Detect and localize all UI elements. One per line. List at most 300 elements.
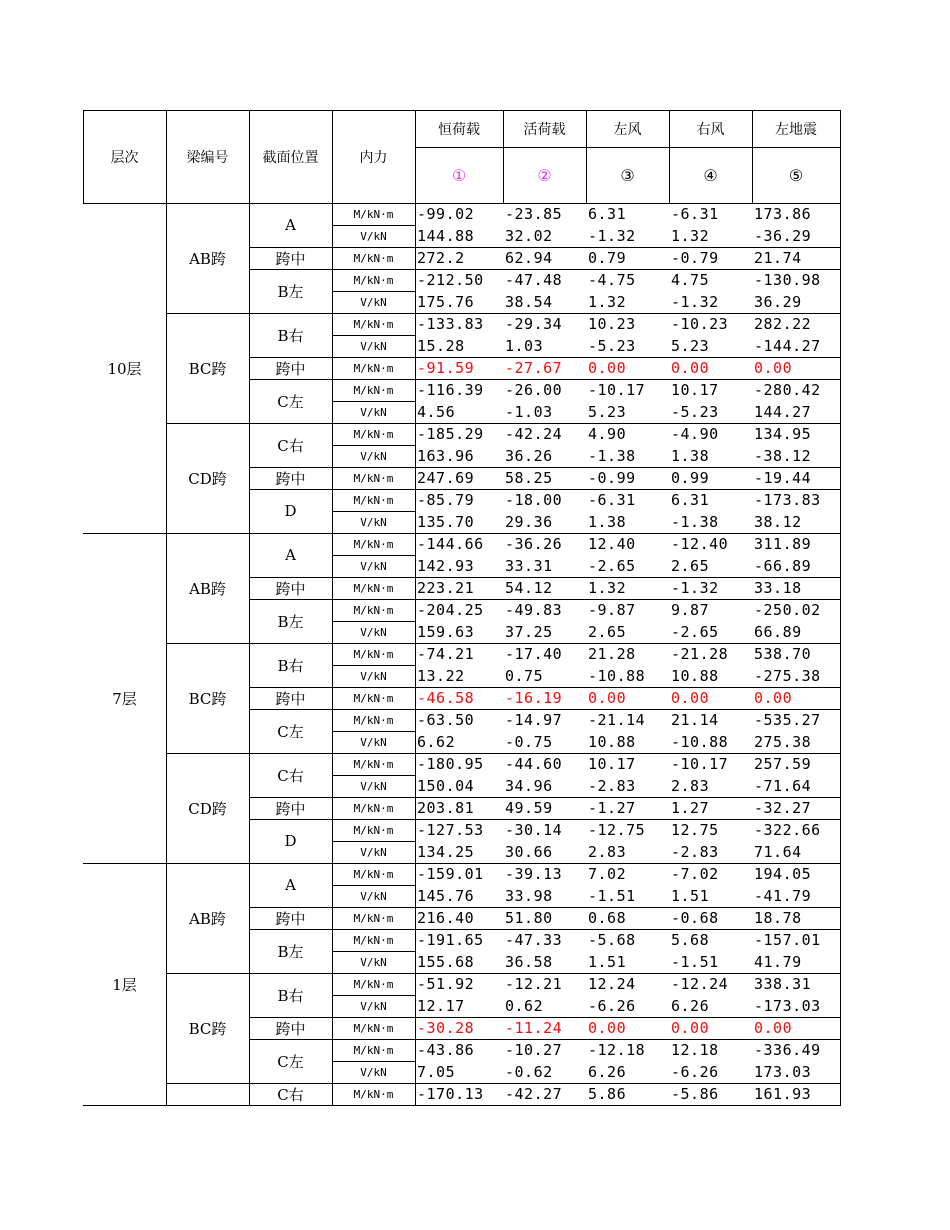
- section-position: 跨中: [275, 579, 306, 598]
- value-cell: 38.54: [505, 293, 553, 311]
- unit-moment: M/kN·m: [353, 493, 394, 507]
- value-cell: 30.66: [505, 843, 553, 861]
- value-cell: -144.27: [754, 337, 821, 355]
- unit-moment: M/kN·m: [353, 757, 394, 771]
- unit-moment: M/kN·m: [353, 537, 394, 551]
- value-cell: 21.14: [671, 711, 719, 729]
- value-cell: -26.00: [505, 381, 563, 399]
- value-cell: 5.68: [671, 931, 710, 949]
- value-cell: 6.31: [671, 491, 710, 509]
- unit-moment: M/kN·m: [353, 647, 394, 661]
- value-cell: 5.23: [671, 337, 710, 355]
- value-cell: 10.17: [671, 381, 719, 399]
- grid-line-h: [166, 1105, 250, 1106]
- value-cell: -144.66: [417, 535, 484, 553]
- grid-line-v: [166, 110, 167, 203]
- value-cell: -0.68: [671, 909, 719, 927]
- unit-moment: M/kN·m: [353, 383, 394, 397]
- beam-id: BC跨: [188, 1019, 227, 1038]
- value-cell: -16.19: [505, 689, 563, 707]
- value-cell: 134.95: [754, 425, 812, 443]
- value-cell: 29.36: [505, 513, 553, 531]
- value-cell: -42.27: [505, 1085, 563, 1103]
- value-cell: 282.22: [754, 315, 812, 333]
- value-cell: -212.50: [417, 271, 484, 289]
- value-cell: -130.98: [754, 271, 821, 289]
- value-cell: 2.65: [588, 623, 627, 641]
- grid-line-v: [752, 110, 753, 203]
- value-cell: -170.13: [417, 1085, 484, 1103]
- value-cell: -10.27: [505, 1041, 563, 1059]
- value-cell: 13.22: [417, 667, 465, 685]
- grid-line-h: [415, 147, 841, 148]
- value-cell: 38.12: [754, 513, 802, 531]
- beam-id: [166, 1083, 249, 1105]
- value-cell: -4.90: [671, 425, 719, 443]
- header-number-1: ①: [451, 165, 467, 185]
- beam-id: AB跨: [189, 249, 226, 268]
- value-cell: -1.51: [588, 887, 636, 905]
- value-cell: -47.48: [505, 271, 563, 289]
- value-cell: 175.76: [417, 293, 475, 311]
- value-cell: -21.14: [588, 711, 646, 729]
- value-cell: 1.27: [671, 799, 710, 817]
- value-cell: -2.65: [671, 623, 719, 641]
- value-cell: -250.02: [754, 601, 821, 619]
- unit-moment: M/kN·m: [353, 427, 394, 441]
- section-position: 跨中: [275, 799, 306, 818]
- value-cell: 49.59: [505, 799, 553, 817]
- value-cell: -66.89: [754, 557, 812, 575]
- value-cell: -2.83: [588, 777, 636, 795]
- section-position: C右: [277, 766, 304, 785]
- value-cell: 0.75: [505, 667, 544, 685]
- beam-id: AB跨: [189, 579, 226, 598]
- value-cell: 173.86: [754, 205, 812, 223]
- value-cell: -173.83: [754, 491, 821, 509]
- value-cell: -6.31: [671, 205, 719, 223]
- value-cell: 6.26: [671, 997, 710, 1015]
- value-cell: -27.67: [505, 359, 563, 377]
- header-load-5: 左地震: [775, 121, 817, 138]
- value-cell: -1.51: [671, 953, 719, 971]
- grid-line-v: [83, 110, 84, 203]
- unit-moment: M/kN·m: [353, 933, 394, 947]
- unit-shear: V/kN: [360, 735, 387, 749]
- value-cell: -36.26: [505, 535, 563, 553]
- value-cell: -4.75: [588, 271, 636, 289]
- value-cell: 1.51: [671, 887, 710, 905]
- value-cell: 66.89: [754, 623, 802, 641]
- value-cell: 5.86: [588, 1085, 627, 1103]
- value-cell: 7.05: [417, 1063, 456, 1081]
- value-cell: -63.50: [417, 711, 475, 729]
- value-cell: 6.31: [588, 205, 627, 223]
- value-cell: 1.38: [588, 513, 627, 531]
- value-cell: 144.27: [754, 403, 812, 421]
- value-cell: -85.79: [417, 491, 475, 509]
- unit-moment: M/kN·m: [353, 317, 394, 331]
- value-cell: -11.24: [505, 1019, 563, 1037]
- value-cell: -71.64: [754, 777, 812, 795]
- value-cell: 12.75: [671, 821, 719, 839]
- value-cell: 1.32: [671, 227, 710, 245]
- value-cell: -99.02: [417, 205, 475, 223]
- value-cell: -5.23: [671, 403, 719, 421]
- section-position: D: [284, 832, 297, 850]
- unit-shear: V/kN: [360, 295, 387, 309]
- unit-moment: M/kN·m: [353, 1087, 394, 1101]
- value-cell: -7.02: [671, 865, 719, 883]
- value-cell: -322.66: [754, 821, 821, 839]
- value-cell: -173.03: [754, 997, 821, 1015]
- value-cell: -49.83: [505, 601, 563, 619]
- header-number-3: ③: [620, 165, 635, 185]
- unit-shear: V/kN: [360, 559, 387, 573]
- value-cell: -29.34: [505, 315, 563, 333]
- value-cell: -32.27: [754, 799, 812, 817]
- unit-moment: M/kN·m: [353, 911, 394, 925]
- value-cell: -19.44: [754, 469, 812, 487]
- value-cell: 15.28: [417, 337, 465, 355]
- value-cell: -1.32: [671, 579, 719, 597]
- value-cell: 12.17: [417, 997, 465, 1015]
- value-cell: 10.88: [588, 733, 636, 751]
- value-cell: 12.40: [588, 535, 636, 553]
- value-cell: -51.92: [417, 975, 475, 993]
- value-cell: 34.96: [505, 777, 553, 795]
- value-cell: -74.21: [417, 645, 475, 663]
- section-position: C右: [277, 1085, 304, 1104]
- value-cell: 145.76: [417, 887, 475, 905]
- value-cell: 163.96: [417, 447, 475, 465]
- value-cell: 216.40: [417, 909, 475, 927]
- value-cell: 33.31: [505, 557, 553, 575]
- value-cell: 0.00: [588, 689, 627, 707]
- section-position: 跨中: [275, 1019, 306, 1038]
- grid-line-v: [840, 203, 841, 1105]
- value-cell: 203.81: [417, 799, 475, 817]
- value-cell: -127.53: [417, 821, 484, 839]
- section-position: B右: [277, 656, 304, 675]
- section-position: D: [284, 502, 297, 520]
- section-position: C左: [277, 392, 304, 411]
- value-cell: -2.83: [671, 843, 719, 861]
- value-cell: -44.60: [505, 755, 563, 773]
- value-cell: -12.40: [671, 535, 729, 553]
- value-cell: 150.04: [417, 777, 475, 795]
- value-cell: 134.25: [417, 843, 475, 861]
- value-cell: 2.83: [588, 843, 627, 861]
- grid-line-h: [83, 110, 841, 111]
- unit-shear: V/kN: [360, 625, 387, 639]
- value-cell: 4.75: [671, 271, 710, 289]
- value-cell: 144.88: [417, 227, 475, 245]
- value-cell: 311.89: [754, 535, 812, 553]
- unit-shear: V/kN: [360, 669, 387, 683]
- value-cell: 0.00: [671, 359, 710, 377]
- value-cell: -0.79: [671, 249, 719, 267]
- value-cell: 0.99: [671, 469, 710, 487]
- value-cell: 18.78: [754, 909, 802, 927]
- value-cell: -6.31: [588, 491, 636, 509]
- value-cell: 36.26: [505, 447, 553, 465]
- value-cell: 247.69: [417, 469, 475, 487]
- unit-shear: V/kN: [360, 339, 387, 353]
- section-position: 跨中: [275, 909, 306, 928]
- header-load-4: 右风: [696, 121, 725, 138]
- header-load-3: 左风: [613, 121, 642, 138]
- section-position: B右: [277, 326, 304, 345]
- section-position: A: [285, 546, 296, 564]
- unit-moment: M/kN·m: [353, 1043, 394, 1057]
- value-cell: -12.18: [588, 1041, 646, 1059]
- value-cell: -9.87: [588, 601, 636, 619]
- value-cell: -36.29: [754, 227, 812, 245]
- value-cell: -336.49: [754, 1041, 821, 1059]
- value-cell: 21.28: [588, 645, 636, 663]
- unit-moment: M/kN·m: [353, 1021, 394, 1035]
- value-cell: 10.88: [671, 667, 719, 685]
- value-cell: 173.03: [754, 1063, 812, 1081]
- value-cell: 159.63: [417, 623, 475, 641]
- value-cell: -10.23: [671, 315, 729, 333]
- value-cell: 71.64: [754, 843, 802, 861]
- unit-moment: M/kN·m: [353, 801, 394, 815]
- unit-moment: M/kN·m: [353, 603, 394, 617]
- unit-moment: M/kN·m: [353, 977, 394, 991]
- unit-moment: M/kN·m: [353, 471, 394, 485]
- section-position: C左: [277, 1052, 304, 1071]
- value-cell: 33.18: [754, 579, 802, 597]
- value-cell: -185.29: [417, 425, 484, 443]
- value-cell: 0.00: [754, 359, 793, 377]
- value-cell: -6.26: [671, 1063, 719, 1081]
- section-position: B左: [277, 942, 304, 961]
- value-cell: 54.12: [505, 579, 553, 597]
- unit-moment: M/kN·m: [353, 691, 394, 705]
- header-number-5: ⑤: [788, 165, 804, 185]
- value-cell: 36.58: [505, 953, 553, 971]
- header-load-1: 恒荷载: [438, 121, 480, 138]
- value-cell: 338.31: [754, 975, 812, 993]
- value-cell: -10.17: [671, 755, 729, 773]
- value-cell: 10.17: [588, 755, 636, 773]
- value-cell: -0.75: [505, 733, 553, 751]
- value-cell: -1.32: [671, 293, 719, 311]
- grid-line-v: [249, 203, 250, 1105]
- value-cell: -18.00: [505, 491, 563, 509]
- unit-shear: V/kN: [360, 779, 387, 793]
- beam-id: CD跨: [188, 799, 227, 818]
- grid-line-v: [166, 203, 167, 1105]
- value-cell: -5.68: [588, 931, 636, 949]
- value-cell: -6.26: [588, 997, 636, 1015]
- grid-line-v: [249, 110, 250, 203]
- value-cell: 62.94: [505, 249, 553, 267]
- unit-shear: V/kN: [360, 889, 387, 903]
- value-cell: 37.25: [505, 623, 553, 641]
- header-number-4: ④: [703, 165, 718, 185]
- unit-shear: V/kN: [360, 405, 387, 419]
- value-cell: -10.88: [588, 667, 646, 685]
- value-cell: 257.59: [754, 755, 812, 773]
- value-cell: 12.18: [671, 1041, 719, 1059]
- section-position: A: [285, 876, 296, 894]
- value-cell: 6.62: [417, 733, 456, 751]
- unit-moment: M/kN·m: [353, 867, 394, 881]
- value-cell: 1.51: [588, 953, 627, 971]
- value-cell: 33.98: [505, 887, 553, 905]
- grid-line-v: [586, 110, 587, 203]
- value-cell: 5.23: [588, 403, 627, 421]
- unit-shear: V/kN: [360, 999, 387, 1013]
- value-cell: 51.80: [505, 909, 553, 927]
- grid-line-v: [415, 203, 416, 1105]
- value-cell: 0.62: [505, 997, 544, 1015]
- value-cell: -5.86: [671, 1085, 719, 1103]
- value-cell: -275.38: [754, 667, 821, 685]
- value-cell: 1.03: [505, 337, 544, 355]
- grid-line-v: [415, 110, 416, 203]
- section-position: C右: [277, 436, 304, 455]
- header-load-2: 活荷载: [523, 121, 566, 138]
- grid-line-v: [503, 110, 504, 203]
- section-position: A: [285, 216, 296, 234]
- value-cell: -47.33: [505, 931, 563, 949]
- value-cell: -1.27: [588, 799, 636, 817]
- value-cell: -1.32: [588, 227, 636, 245]
- unit-moment: M/kN·m: [353, 207, 394, 221]
- header-layer: 层次: [110, 149, 139, 166]
- value-cell: -0.99: [588, 469, 636, 487]
- value-cell: -159.01: [417, 865, 484, 883]
- value-cell: -10.88: [671, 733, 729, 751]
- value-cell: 142.93: [417, 557, 475, 575]
- header-beam: 梁编号: [186, 149, 229, 166]
- value-cell: 135.70: [417, 513, 475, 531]
- value-cell: -116.39: [417, 381, 484, 399]
- value-cell: 2.83: [671, 777, 710, 795]
- value-cell: 4.90: [588, 425, 627, 443]
- unit-shear: V/kN: [360, 845, 387, 859]
- value-cell: 272.2: [417, 249, 465, 267]
- unit-shear: V/kN: [360, 449, 387, 463]
- value-cell: -180.95: [417, 755, 484, 773]
- value-cell: 21.74: [754, 249, 802, 267]
- unit-shear: V/kN: [360, 229, 387, 243]
- header-section: 截面位置: [262, 149, 319, 166]
- value-cell: 7.02: [588, 865, 627, 883]
- unit-moment: M/kN·m: [353, 251, 394, 265]
- unit-moment: M/kN·m: [353, 361, 394, 375]
- value-cell: -91.59: [417, 359, 475, 377]
- value-cell: 1.32: [588, 579, 627, 597]
- unit-moment: M/kN·m: [353, 713, 394, 727]
- unit-moment: M/kN·m: [353, 823, 394, 837]
- value-cell: 4.56: [417, 403, 456, 421]
- section-position: 跨中: [275, 689, 306, 708]
- value-cell: 58.25: [505, 469, 553, 487]
- section-position: B右: [277, 986, 304, 1005]
- value-cell: 36.29: [754, 293, 802, 311]
- layer-label: 10层: [107, 359, 142, 378]
- value-cell: 538.70: [754, 645, 812, 663]
- value-cell: 1.32: [588, 293, 627, 311]
- value-cell: -5.23: [588, 337, 636, 355]
- section-position: B左: [277, 282, 304, 301]
- value-cell: -30.14: [505, 821, 563, 839]
- value-cell: -12.75: [588, 821, 646, 839]
- value-cell: 0.79: [588, 249, 627, 267]
- value-cell: -10.17: [588, 381, 646, 399]
- value-cell: 275.38: [754, 733, 812, 751]
- value-cell: -191.65: [417, 931, 484, 949]
- value-cell: -1.38: [671, 513, 719, 531]
- value-cell: -12.24: [671, 975, 729, 993]
- value-cell: 10.23: [588, 315, 636, 333]
- value-cell: 6.26: [588, 1063, 627, 1081]
- grid-line-v: [840, 110, 841, 203]
- value-cell: 0.00: [588, 1019, 627, 1037]
- value-cell: -42.24: [505, 425, 563, 443]
- value-cell: 0.00: [754, 689, 793, 707]
- value-cell: 41.79: [754, 953, 802, 971]
- value-cell: 0.00: [671, 1019, 710, 1037]
- value-cell: -41.79: [754, 887, 812, 905]
- value-cell: 0.68: [588, 909, 627, 927]
- header-number-2: ②: [537, 165, 552, 185]
- value-cell: -0.62: [505, 1063, 553, 1081]
- value-cell: 2.65: [671, 557, 710, 575]
- value-cell: 9.87: [671, 601, 710, 619]
- value-cell: -23.85: [505, 205, 563, 223]
- value-cell: -14.97: [505, 711, 563, 729]
- grid-line-h: [83, 1105, 167, 1106]
- value-cell: 0.00: [588, 359, 627, 377]
- value-cell: -30.28: [417, 1019, 475, 1037]
- value-cell: 32.02: [505, 227, 553, 245]
- beam-id: BC跨: [188, 359, 227, 378]
- value-cell: 155.68: [417, 953, 475, 971]
- value-cell: 12.24: [588, 975, 636, 993]
- value-cell: -204.25: [417, 601, 484, 619]
- value-cell: 223.21: [417, 579, 475, 597]
- layer-label: 1层: [112, 975, 137, 994]
- grid-line-v: [332, 110, 333, 203]
- unit-moment: M/kN·m: [353, 273, 394, 287]
- value-cell: -39.13: [505, 865, 563, 883]
- value-cell: -17.40: [505, 645, 563, 663]
- value-cell: -280.42: [754, 381, 821, 399]
- unit-moment: M/kN·m: [353, 581, 394, 595]
- value-cell: -133.83: [417, 315, 484, 333]
- value-cell: -43.86: [417, 1041, 475, 1059]
- unit-shear: V/kN: [360, 955, 387, 969]
- section-position: B左: [277, 612, 304, 631]
- value-cell: 194.05: [754, 865, 812, 883]
- value-cell: -535.27: [754, 711, 821, 729]
- value-cell: 0.00: [671, 689, 710, 707]
- value-cell: -21.28: [671, 645, 729, 663]
- section-position: 跨中: [275, 249, 306, 268]
- value-cell: -2.65: [588, 557, 636, 575]
- value-cell: -46.58: [417, 689, 475, 707]
- grid-line-v: [669, 110, 670, 203]
- header-force: 内力: [359, 149, 388, 166]
- value-cell: 161.93: [754, 1085, 812, 1103]
- layer-label: 7层: [112, 689, 137, 708]
